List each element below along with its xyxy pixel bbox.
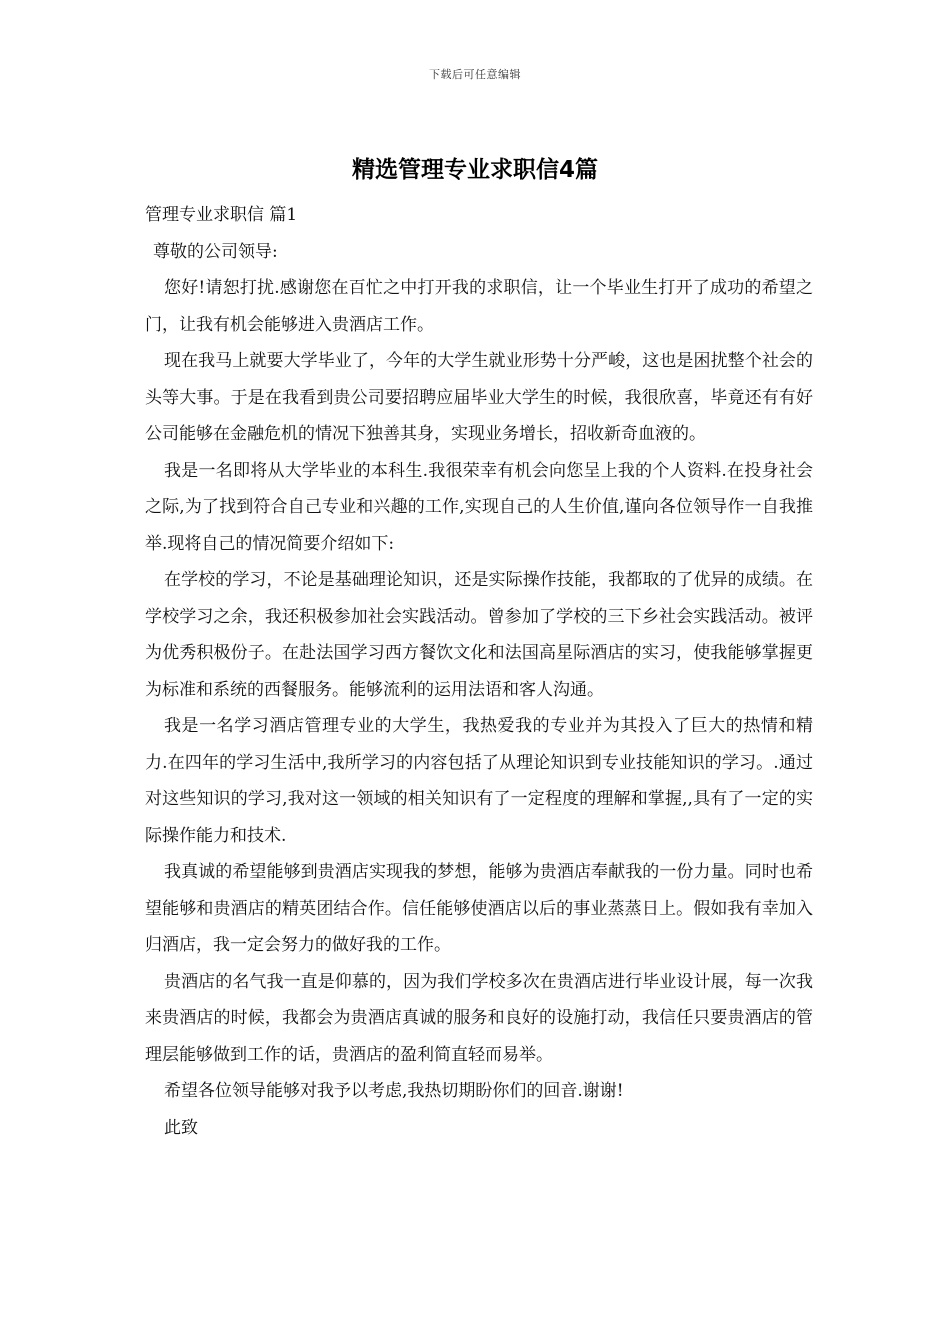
paragraph: 我是一名即将从大学毕业的本科生.我很荣幸有机会向您呈上我的个人资料.在投身社会之际,为了找到符合自己专业和兴趣的工作,实现自己的人生价值,谨向各位领导作一自我推举.现将自己的情况简要介绍如下: — [145, 460, 813, 554]
paragraph: 我真诚的希望能够到贵酒店实现我的梦想，能够为贵酒店奉献我的一份力量。同时也希望能够和贵酒店的精英团结合作。信任能够使酒店以后的事业蒸蒸日上。假如我有幸加入归酒店，我一定会努力的做好我的工作。 — [145, 862, 813, 955]
paragraph: 在学校的学习，不论是基础理论知识，还是实际操作技能，我都取的了优异的成绩。在学校学习之余，我还积极参加社会实践活动。曾参加了学校的三下乡社会实践活动。被评为优秀积极份子。在赴法国学习西方餐饮文化和法国高星际酒店的实习，使我能够掌握更为标准和系统的西餐服务。能够流利的运用法语和客人沟通。 — [145, 570, 813, 700]
paragraph: 我是一名学习酒店管理专业的大学生，我热爱我的专业并为其投入了巨大的热情和精力.在四年的学习生活中,我所学习的内容包括了从理论知识到专业技能知识的学习。.通过对这些知识的学习,我对这一领域的相关知识有了一定程度的理解和掌握,,具有了一定的实际操作能力和技术. — [145, 716, 813, 846]
section-heading: 管理专业求职信 篇1 — [145, 205, 298, 225]
letter-body — [145, 197, 813, 1146]
document-title: 精选管理专业求职信4篇 — [351, 157, 598, 183]
paragraph: 贵酒店的名气我一直是仰慕的，因为我们学校多次在贵酒店进行毕业设计展，每一次我来贵酒店的时候，我都会为贵酒店真诚的服务和良好的设施打动，我信任只要贵酒店的管理层能够做到工作的话，贵酒店的盈利简直轻而易举。 — [145, 971, 813, 1065]
closing: 此致 — [164, 1117, 198, 1138]
salutation: 尊敬的公司领导: — [153, 241, 278, 262]
paragraph: 希望各位领导能够对我予以考虑,我热切期盼你们的回音.谢谢! — [164, 1081, 624, 1101]
paragraph: 现在我马上就要大学毕业了，今年的大学生就业形势十分严峻，这也是困扰整个社会的头等大事。于是在我看到贵公司要招聘应届毕业大学生的时候，我很欣喜，毕竟还有有好公司能够在金融危机的情况下独善其身，实现业务增长，招收新奇血液的。 — [145, 351, 813, 444]
paragraph: 您好!请恕打扰.感谢您在百忙之中打开我的求职信，让一个毕业生打开了成功的希望之门，让我有机会能够进入贵酒店工作。 — [145, 278, 813, 335]
header-note: 下载后可任意编辑 — [429, 68, 521, 81]
